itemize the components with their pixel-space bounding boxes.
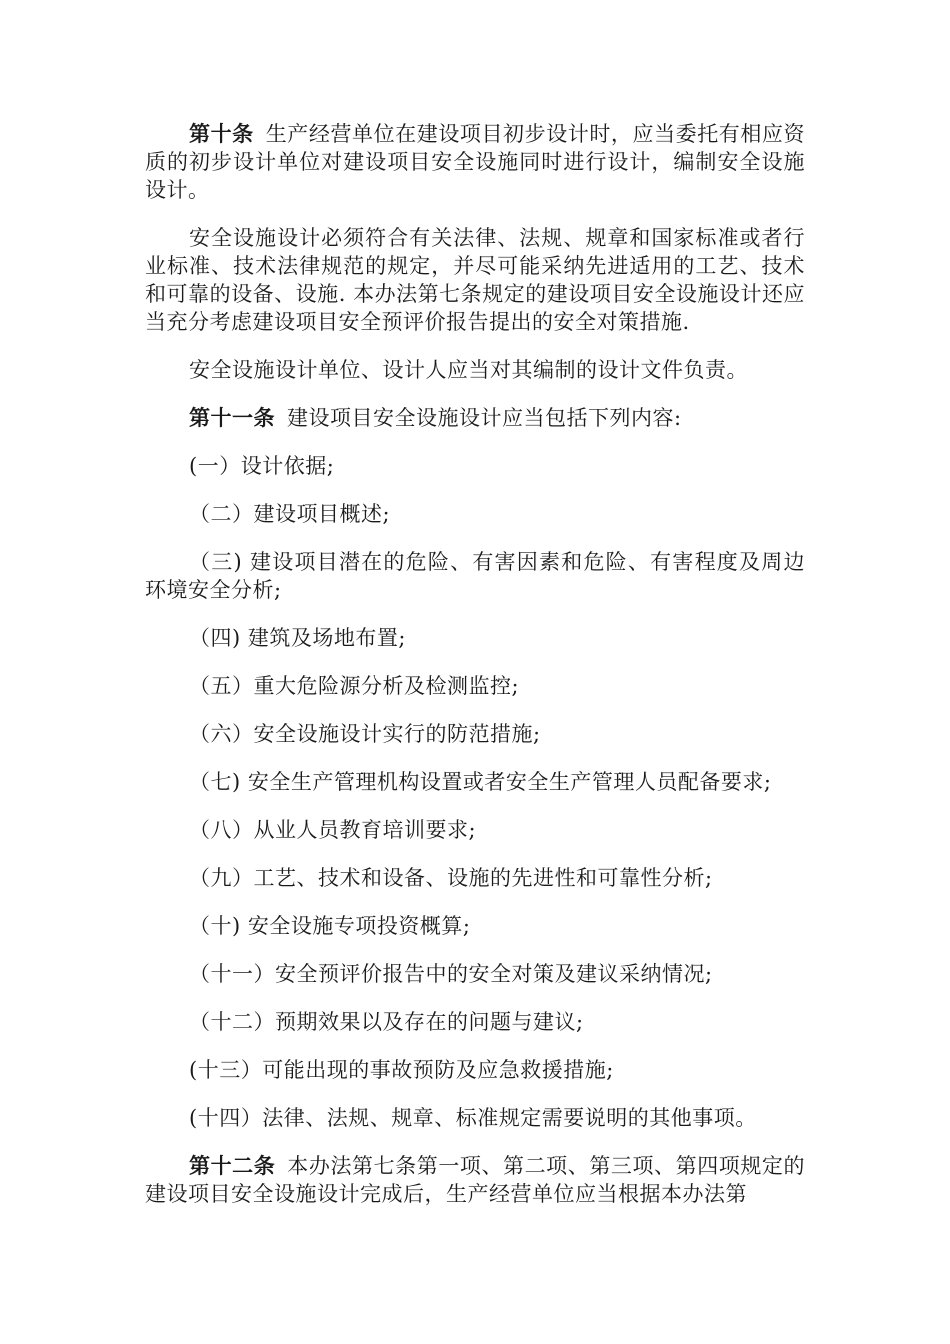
list-item bbox=[145, 624, 805, 652]
paragraph bbox=[145, 356, 805, 384]
article-heading: 第十二条 bbox=[189, 1153, 276, 1178]
list-item-text: （十一）安全预评价报告中的安全对策及建议采纳情况; bbox=[189, 962, 713, 986]
list-item bbox=[145, 960, 805, 988]
list-item-text: （四) 建筑及场地布置; bbox=[189, 626, 406, 650]
list-item-text: (十三）可能出现的事故预防及应急救援措施; bbox=[189, 1058, 614, 1082]
article-10-paragraph bbox=[145, 120, 805, 204]
article-12-paragraph bbox=[145, 1152, 805, 1208]
paragraph-text: 建设项目安全设施设计应当包括下列内容: bbox=[287, 406, 682, 430]
list-item bbox=[145, 452, 805, 480]
list-item bbox=[145, 1104, 805, 1132]
list-item bbox=[145, 720, 805, 748]
list-item-text: （八）从业人员教育培训要求; bbox=[189, 818, 477, 842]
list-item bbox=[145, 912, 805, 940]
list-item-text: （五）重大危险源分析及检测监控; bbox=[189, 674, 520, 698]
list-item-text: （七) 安全生产管理机构设置或者安全生产管理人员配备要求; bbox=[189, 770, 772, 794]
list-item-text: (十四）法律、法规、规章、标准规定需要说明的其他事项。 bbox=[189, 1106, 757, 1130]
paragraph-text: 安全设施设计单位、设计人应当对其编制的设计文件负责。 bbox=[189, 358, 748, 382]
list-item-text: （三) 建设项目潜在的危险、有害因素和危险、有害程度及周边环境安全分析; bbox=[145, 550, 805, 602]
paragraph-text: 生产经营单位在建设项目初步设计时，应当委托有相应资质的初步设计单位对建设项目安全设施同时进行设计，编制安全设施设计。 bbox=[145, 122, 806, 202]
list-item-text: (一）设计依据; bbox=[189, 454, 335, 478]
list-item bbox=[145, 500, 805, 528]
list-item bbox=[145, 864, 805, 892]
list-item-text: （十) 安全设施专项投资概算; bbox=[189, 914, 471, 938]
list-item-text: （二）建设项目概述; bbox=[189, 502, 391, 526]
list-item-text: （九）工艺、技术和设备、设施的先进性和可靠性分析; bbox=[189, 866, 713, 890]
list-item bbox=[145, 768, 805, 796]
document-page bbox=[145, 120, 805, 1228]
article-heading: 第十一条 bbox=[189, 405, 275, 430]
paragraph-text: 本办法第七条第一项、第二项、第三项、第四项规定的建设项目安全设施设计完成后，生产经营单位应当根据本办法第 bbox=[145, 1154, 805, 1206]
list-item-text: （十二）预期效果以及存在的问题与建议; bbox=[189, 1010, 584, 1034]
list-item bbox=[145, 1056, 805, 1084]
list-item bbox=[145, 816, 805, 844]
paragraph-text: 安全设施设计必须符合有关法律、法规、规章和国家标准或者行业标准、技术法律规范的规定，并尽可能采纳先进适用的工艺、技术和可靠的设备、设施. 本办法第七条规定的建设项目安全设施设计还应当充分考虑建设项目安全预评价报告提出的安全对策措施. bbox=[145, 226, 805, 334]
paragraph bbox=[145, 224, 805, 336]
list-item bbox=[145, 672, 805, 700]
list-item bbox=[145, 548, 805, 604]
list-item-text: （六）安全设施设计实行的防范措施; bbox=[189, 722, 541, 746]
article-11-paragraph bbox=[145, 404, 805, 432]
article-heading: 第十条 bbox=[189, 121, 254, 146]
list-item bbox=[145, 1008, 805, 1036]
